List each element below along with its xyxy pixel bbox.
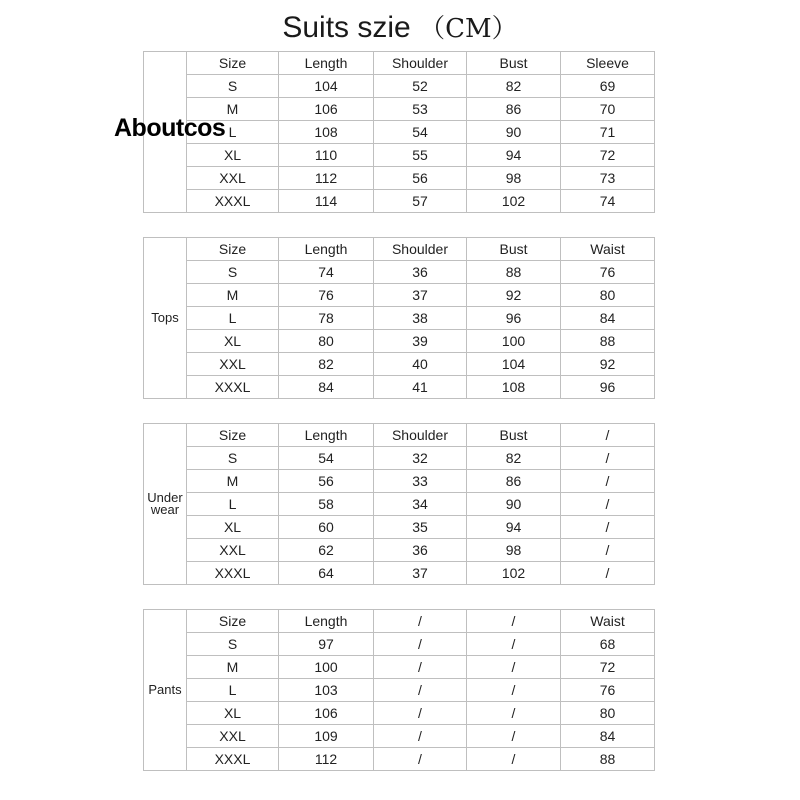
table-cell: 52 [374, 75, 467, 98]
table-cell: 36 [374, 261, 467, 284]
header-cell: Waist [561, 238, 655, 261]
table-cell: 56 [374, 167, 467, 190]
table-cell: 90 [467, 493, 561, 516]
table-cell: 98 [467, 167, 561, 190]
table-cell: / [467, 702, 561, 725]
header-cell: Bust [467, 238, 561, 261]
table-row [144, 633, 655, 656]
table-cell: 98 [467, 539, 561, 562]
table-cell: 92 [561, 353, 655, 376]
table-cell: 33 [374, 470, 467, 493]
header-cell: / [467, 610, 561, 633]
table-row [144, 447, 655, 470]
table-cell: 68 [561, 633, 655, 656]
table-cell: 94 [467, 516, 561, 539]
table-cell: / [467, 679, 561, 702]
table-cell: XL [187, 144, 279, 167]
table-cell: S [187, 447, 279, 470]
table-cell: 37 [374, 562, 467, 585]
table-row [144, 190, 655, 213]
pants-size-table [143, 609, 655, 771]
table-cell: 74 [279, 261, 374, 284]
table-cell: 62 [279, 539, 374, 562]
table-cell: / [467, 725, 561, 748]
table-cell: L [187, 307, 279, 330]
table-cell: 76 [561, 261, 655, 284]
table-cell: 86 [467, 98, 561, 121]
table-cell: XXXL [187, 376, 279, 399]
table-cell: M [187, 98, 279, 121]
table-cell: 104 [279, 75, 374, 98]
table-cell: 41 [374, 376, 467, 399]
table-header-row [144, 238, 655, 261]
table-header-row [144, 52, 655, 75]
table-row [144, 493, 655, 516]
table-cell: 72 [561, 144, 655, 167]
table-cell: XXXL [187, 562, 279, 585]
table-cell: L [187, 121, 279, 144]
header-cell: Shoulder [374, 238, 467, 261]
header-cell: Size [187, 610, 279, 633]
table-row [144, 167, 655, 190]
table-cell: / [561, 562, 655, 585]
table-cell: 36 [374, 539, 467, 562]
table-cell: S [187, 261, 279, 284]
table-cell: 70 [561, 98, 655, 121]
table-cell: 56 [279, 470, 374, 493]
table-cell: / [374, 656, 467, 679]
table-row [144, 75, 655, 98]
table-cell: 108 [467, 376, 561, 399]
header-cell: Bust [467, 424, 561, 447]
table-row [144, 679, 655, 702]
table-row [144, 284, 655, 307]
table-cell: 112 [279, 167, 374, 190]
table-cell: 112 [279, 748, 374, 771]
header-cell: Size [187, 52, 279, 75]
table-cell: 103 [279, 679, 374, 702]
table-cell: / [374, 679, 467, 702]
table-cell: XXXL [187, 190, 279, 213]
table-cell: XXL [187, 167, 279, 190]
table-cell: 80 [561, 702, 655, 725]
table-cell: 96 [561, 376, 655, 399]
table-cell: / [561, 493, 655, 516]
table-row [144, 376, 655, 399]
table-cell: S [187, 633, 279, 656]
table-cell: 97 [279, 633, 374, 656]
header-cell: / [374, 610, 467, 633]
table-cell: S [187, 75, 279, 98]
table-cell: 76 [279, 284, 374, 307]
table-cell: 32 [374, 447, 467, 470]
table-cell: 82 [467, 447, 561, 470]
table-cell: 69 [561, 75, 655, 98]
table-cell: 106 [279, 702, 374, 725]
table-cell: 71 [561, 121, 655, 144]
table-cell: XXXL [187, 748, 279, 771]
header-cell: Length [279, 610, 374, 633]
table-cell: 40 [374, 353, 467, 376]
table-cell: 60 [279, 516, 374, 539]
table-cell: 78 [279, 307, 374, 330]
table-cell: / [561, 516, 655, 539]
table-cell: / [374, 725, 467, 748]
table-cell: M [187, 656, 279, 679]
table-cell: 106 [279, 98, 374, 121]
table-cell: 55 [374, 144, 467, 167]
table-side-label: Under wear [144, 424, 187, 585]
table-cell: / [467, 748, 561, 771]
table-row [144, 330, 655, 353]
table-cell: 88 [467, 261, 561, 284]
table-cell: M [187, 470, 279, 493]
table-cell: 73 [561, 167, 655, 190]
table-row [144, 261, 655, 284]
brand-watermark: Aboutcos [114, 114, 226, 142]
header-cell: Length [279, 238, 374, 261]
header-cell: Shoulder [374, 52, 467, 75]
table-cell: 53 [374, 98, 467, 121]
table-cell: 82 [279, 353, 374, 376]
table-header-row [144, 424, 655, 447]
header-cell: Length [279, 424, 374, 447]
table-cell: 96 [467, 307, 561, 330]
table-cell: 88 [561, 748, 655, 771]
table-cell: 108 [279, 121, 374, 144]
table-cell: 39 [374, 330, 467, 353]
table-row [144, 144, 655, 167]
table-cell: / [561, 447, 655, 470]
table-cell: 37 [374, 284, 467, 307]
table-cell: XL [187, 516, 279, 539]
title-unit: （CM） [419, 14, 518, 44]
table-cell: L [187, 493, 279, 516]
table-cell: 80 [561, 284, 655, 307]
table-cell: 86 [467, 470, 561, 493]
table-cell: L [187, 679, 279, 702]
table-cell: 114 [279, 190, 374, 213]
table-cell: 92 [467, 284, 561, 307]
table-cell: 94 [467, 144, 561, 167]
header-cell: Waist [561, 610, 655, 633]
table-header-row [144, 610, 655, 633]
table-cell: / [561, 539, 655, 562]
table-side-label: Pants [144, 610, 187, 771]
table-row [144, 702, 655, 725]
table-row [144, 470, 655, 493]
title-text: Suits szie [282, 11, 411, 44]
table-cell: 80 [279, 330, 374, 353]
table-cell: 84 [561, 725, 655, 748]
table-cell: 58 [279, 493, 374, 516]
table-cell: 38 [374, 307, 467, 330]
table-cell: 76 [561, 679, 655, 702]
table-cell: XXL [187, 725, 279, 748]
header-cell: Bust [467, 52, 561, 75]
table-cell: 109 [279, 725, 374, 748]
tops-size-table [143, 237, 655, 399]
table-cell: 84 [279, 376, 374, 399]
table-cell: 82 [467, 75, 561, 98]
table-cell: / [374, 702, 467, 725]
table-cell: / [467, 633, 561, 656]
table-row [144, 539, 655, 562]
header-cell: Sleeve [561, 52, 655, 75]
page-title [0, 8, 800, 45]
table-cell: 102 [467, 190, 561, 213]
table-cell: 110 [279, 144, 374, 167]
table-side-label: Tops [144, 238, 187, 399]
table-cell: 74 [561, 190, 655, 213]
table-cell: 57 [374, 190, 467, 213]
table-cell: / [561, 470, 655, 493]
table-cell: / [374, 748, 467, 771]
table-cell: 35 [374, 516, 467, 539]
header-cell: Length [279, 52, 374, 75]
header-cell: Size [187, 424, 279, 447]
table-cell: 104 [467, 353, 561, 376]
table-cell: 100 [279, 656, 374, 679]
table-cell: 88 [561, 330, 655, 353]
table-cell: 34 [374, 493, 467, 516]
header-cell: / [561, 424, 655, 447]
table-cell: XL [187, 330, 279, 353]
table-row [144, 307, 655, 330]
table-cell: 102 [467, 562, 561, 585]
table-cell: 90 [467, 121, 561, 144]
table-cell: 54 [374, 121, 467, 144]
table-cell: 84 [561, 307, 655, 330]
table-row [144, 656, 655, 679]
table-row [144, 562, 655, 585]
table-cell: 100 [467, 330, 561, 353]
header-cell: Size [187, 238, 279, 261]
table-row [144, 725, 655, 748]
table-cell: 72 [561, 656, 655, 679]
table-cell: M [187, 284, 279, 307]
table-row [144, 353, 655, 376]
table-cell: XXL [187, 353, 279, 376]
underwear-size-table [143, 423, 655, 585]
header-cell: Shoulder [374, 424, 467, 447]
table-cell: XL [187, 702, 279, 725]
table-cell: XXL [187, 539, 279, 562]
table-cell: / [467, 656, 561, 679]
table-cell: 64 [279, 562, 374, 585]
table-cell: / [374, 633, 467, 656]
table-row [144, 748, 655, 771]
table-cell: 54 [279, 447, 374, 470]
table-row [144, 516, 655, 539]
